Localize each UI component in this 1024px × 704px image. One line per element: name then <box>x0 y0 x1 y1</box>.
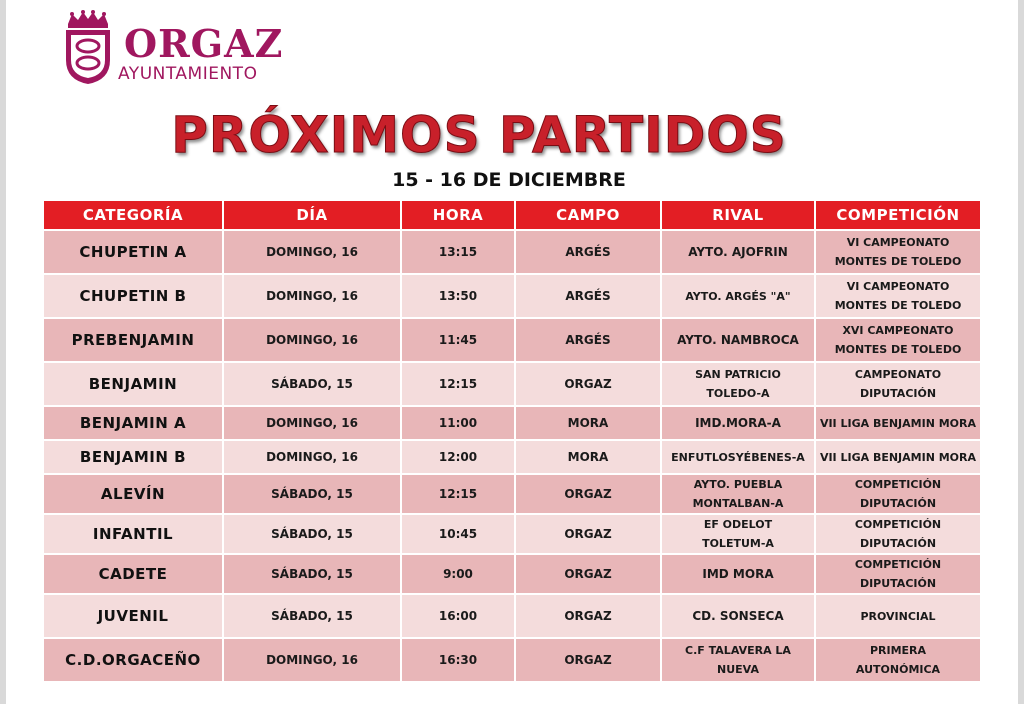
orgaz-logo <box>62 10 322 90</box>
schedule-table <box>42 199 982 683</box>
cell-competicion-line: PRIMERA <box>869 644 927 657</box>
cell-competicion <box>815 406 981 440</box>
cell-dia: SÁBADO, 15 <box>223 362 401 406</box>
cell-competicion-line: MONTES DE TOLEDO <box>834 299 962 312</box>
cell-rival-line: AYTO. NAMBROCA <box>677 332 799 347</box>
table-row <box>43 274 981 318</box>
header-dia: DÍA <box>223 200 401 230</box>
cell-hora: 16:00 <box>401 594 515 638</box>
table-header-row <box>43 200 981 230</box>
cell-competicion-line: COMPETICIÓN <box>854 478 942 491</box>
cell-campo: ARGÉS <box>515 274 661 318</box>
cell-competicion <box>815 362 981 406</box>
cell-hora: 10:45 <box>401 514 515 554</box>
table-body <box>43 230 981 682</box>
coat-of-arms-icon <box>62 10 114 86</box>
cell-competicion-line: MONTES DE TOLEDO <box>834 343 962 356</box>
cell-hora: 9:00 <box>401 554 515 594</box>
cell-campo: ORGAZ <box>515 554 661 594</box>
cell-competicion-line: DIPUTACIÓN <box>859 537 937 550</box>
cell-hora: 13:50 <box>401 274 515 318</box>
cell-categoria: CHUPETIN B <box>43 274 223 318</box>
cell-categoria: BENJAMIN <box>43 362 223 406</box>
cell-dia: SÁBADO, 15 <box>223 514 401 554</box>
cell-dia: DOMINGO, 16 <box>223 230 401 274</box>
header-hora: HORA <box>401 200 515 230</box>
table-row <box>43 440 981 474</box>
table-row <box>43 406 981 440</box>
cell-categoria: CADETE <box>43 554 223 594</box>
cell-categoria: JUVENIL <box>43 594 223 638</box>
cell-rival-line: AYTO. AJOFRIN <box>688 244 788 259</box>
cell-rival <box>661 230 815 274</box>
cell-competicion-line: COMPETICIÓN <box>854 518 942 531</box>
cell-campo: ORGAZ <box>515 638 661 682</box>
header-campo: CAMPO <box>515 200 661 230</box>
cell-competicion <box>815 638 981 682</box>
cell-competicion <box>815 594 981 638</box>
table-row <box>43 230 981 274</box>
cell-rival <box>661 440 815 474</box>
cell-dia: DOMINGO, 16 <box>223 406 401 440</box>
cell-rival-line: EF ODELOT <box>703 518 773 531</box>
cell-rival <box>661 406 815 440</box>
cell-dia: SÁBADO, 15 <box>223 594 401 638</box>
cell-campo: ARGÉS <box>515 318 661 362</box>
cell-rival-line: C.F TALAVERA LA <box>685 644 791 657</box>
cell-competicion-line: VII LIGA BENJAMIN MORA <box>819 416 977 430</box>
cell-rival <box>661 318 815 362</box>
cell-competicion <box>815 318 981 362</box>
cell-rival-line: TOLEDO-A <box>706 387 770 400</box>
cell-competicion <box>815 554 981 594</box>
cell-competicion <box>815 474 981 514</box>
cell-competicion-line: VII LIGA BENJAMIN MORA <box>819 450 977 464</box>
cell-categoria: BENJAMIN B <box>43 440 223 474</box>
cell-categoria: C.D.ORGACEÑO <box>43 638 223 682</box>
header-competicion: COMPETICIÓN <box>815 200 981 230</box>
cell-categoria: CHUPETIN A <box>43 230 223 274</box>
page-title: PRÓXIMOS PARTIDOS <box>171 106 787 164</box>
table-row <box>43 514 981 554</box>
cell-rival-line: AYTO. ARGÉS "A" <box>685 289 791 303</box>
cell-rival-line: MONTALBAN-A <box>692 497 784 510</box>
cell-campo: ARGÉS <box>515 230 661 274</box>
cell-hora: 16:30 <box>401 638 515 682</box>
cell-competicion-line: DIPUTACIÓN <box>859 577 937 590</box>
logo-subtitle: AYUNTAMIENTO <box>118 64 258 84</box>
cell-dia: SÁBADO, 15 <box>223 474 401 514</box>
cell-competicion-line: VI CAMPEONATO <box>846 280 950 293</box>
document-page <box>6 0 1018 704</box>
table-row <box>43 362 981 406</box>
cell-dia: DOMINGO, 16 <box>223 638 401 682</box>
cell-competicion <box>815 274 981 318</box>
cell-dia: DOMINGO, 16 <box>223 440 401 474</box>
cell-hora: 11:00 <box>401 406 515 440</box>
cell-rival-line: AYTO. PUEBLA <box>693 478 783 491</box>
cell-rival-line: NUEVA <box>717 663 759 676</box>
table-row <box>43 594 981 638</box>
cell-dia: DOMINGO, 16 <box>223 274 401 318</box>
cell-hora: 12:15 <box>401 362 515 406</box>
cell-competicion <box>815 514 981 554</box>
cell-hora: 11:45 <box>401 318 515 362</box>
cell-rival-line: IMD MORA <box>702 566 774 581</box>
cell-rival <box>661 638 815 682</box>
cell-campo: ORGAZ <box>515 594 661 638</box>
date-subtitle <box>6 168 1024 192</box>
date-subtitle-text: 15 - 16 DE DICIEMBRE <box>392 169 626 191</box>
table-row <box>43 554 981 594</box>
cell-rival <box>661 362 815 406</box>
cell-categoria: BENJAMIN A <box>43 406 223 440</box>
cell-competicion <box>815 440 981 474</box>
cell-rival-line: TOLETUM-A <box>702 537 774 550</box>
cell-categoria: INFANTIL <box>43 514 223 554</box>
cell-rival <box>661 514 815 554</box>
cell-competicion-line: XVI CAMPEONATO <box>842 324 954 337</box>
cell-campo: MORA <box>515 440 661 474</box>
cell-categoria: PREBENJAMIN <box>43 318 223 362</box>
cell-hora: 12:00 <box>401 440 515 474</box>
cell-competicion-line: VI CAMPEONATO <box>846 236 950 249</box>
cell-competicion-line: CAMPEONATO <box>854 368 942 381</box>
cell-campo: ORGAZ <box>515 362 661 406</box>
cell-rival-line: SAN PATRICIO <box>695 368 781 381</box>
cell-rival-line: ENFUTLOSYÉBENES-A <box>671 450 805 464</box>
cell-rival <box>661 554 815 594</box>
cell-competicion-line: COMPETICIÓN <box>854 558 942 571</box>
cell-rival-line: CD. SONSECA <box>692 608 784 623</box>
cell-dia: DOMINGO, 16 <box>223 318 401 362</box>
cell-competicion <box>815 230 981 274</box>
cell-dia: SÁBADO, 15 <box>223 554 401 594</box>
cell-competicion-line: MONTES DE TOLEDO <box>834 255 962 268</box>
cell-hora: 12:15 <box>401 474 515 514</box>
cell-rival-line: IMD.MORA-A <box>695 415 781 430</box>
cell-campo: ORGAZ <box>515 474 661 514</box>
cell-campo: ORGAZ <box>515 514 661 554</box>
table-row <box>43 638 981 682</box>
cell-competicion-line: DIPUTACIÓN <box>859 497 937 510</box>
cell-rival <box>661 474 815 514</box>
cell-campo: MORA <box>515 406 661 440</box>
cell-competicion-line: AUTONÓMICA <box>855 663 941 676</box>
table-row <box>43 474 981 514</box>
table-row <box>43 318 981 362</box>
header-categoria: CATEGORÍA <box>43 200 223 230</box>
cell-rival <box>661 274 815 318</box>
cell-competicion-line: DIPUTACIÓN <box>859 387 937 400</box>
cell-categoria: ALEVÍN <box>43 474 223 514</box>
header-rival: RIVAL <box>661 200 815 230</box>
cell-rival <box>661 594 815 638</box>
logo-name: ORGAZ <box>124 21 284 66</box>
cell-competicion-line: PROVINCIAL <box>860 609 936 623</box>
cell-hora: 13:15 <box>401 230 515 274</box>
